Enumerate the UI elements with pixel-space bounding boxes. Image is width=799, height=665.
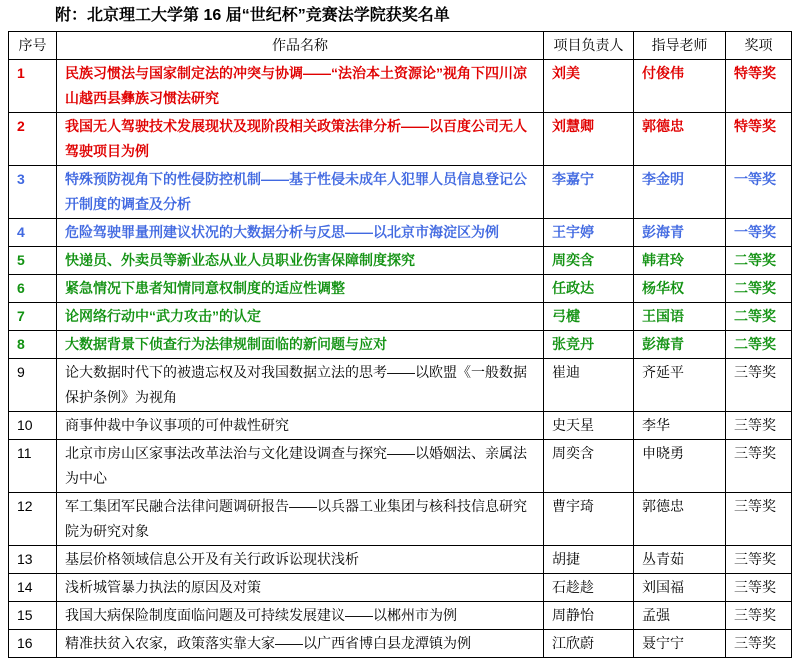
cell-advisor: 齐延平 bbox=[634, 359, 726, 412]
table-row bbox=[9, 546, 792, 574]
table-row bbox=[9, 219, 792, 247]
table-row bbox=[9, 440, 792, 493]
cell-leader: 刘美 bbox=[544, 60, 634, 113]
cell-leader: 任政达 bbox=[544, 275, 634, 303]
cell-advisor: 申晓勇 bbox=[634, 440, 726, 493]
cell-title: 军工集团军民融合法律问题调研报告——以兵器工业集团与核科技信息研究院为研究对象 bbox=[57, 493, 544, 546]
cell-award: 一等奖 bbox=[726, 219, 792, 247]
cell-leader: 周静怡 bbox=[544, 602, 634, 630]
cell-advisor: 王国语 bbox=[634, 303, 726, 331]
table-row bbox=[9, 331, 792, 359]
cell-award: 三等奖 bbox=[726, 630, 792, 658]
cell-no: 14 bbox=[9, 574, 57, 602]
header-title: 作品名称 bbox=[57, 32, 544, 60]
table-row bbox=[9, 412, 792, 440]
cell-no: 9 bbox=[9, 359, 57, 412]
cell-leader: 石趁趁 bbox=[544, 574, 634, 602]
cell-award: 三等奖 bbox=[726, 493, 792, 546]
table-row bbox=[9, 60, 792, 113]
table-row bbox=[9, 166, 792, 219]
cell-title: 基层价格领域信息公开及有关行政诉讼现状浅析 bbox=[57, 546, 544, 574]
cell-title: 紧急情况下患者知情同意权制度的适应性调整 bbox=[57, 275, 544, 303]
cell-leader: 史天星 bbox=[544, 412, 634, 440]
cell-no: 15 bbox=[9, 602, 57, 630]
cell-leader: 江欣蔚 bbox=[544, 630, 634, 658]
cell-award: 一等奖 bbox=[726, 166, 792, 219]
cell-leader: 周奕含 bbox=[544, 440, 634, 493]
cell-award: 三等奖 bbox=[726, 440, 792, 493]
cell-award: 三等奖 bbox=[726, 412, 792, 440]
table-row bbox=[9, 113, 792, 166]
cell-no: 1 bbox=[9, 60, 57, 113]
cell-title: 论网络行动中“武力攻击”的认定 bbox=[57, 303, 544, 331]
cell-leader: 胡捷 bbox=[544, 546, 634, 574]
cell-title: 论大数据时代下的被遗忘权及对我国数据立法的思考——以欧盟《一般数据保护条例》为视角 bbox=[57, 359, 544, 412]
cell-advisor: 郭德忠 bbox=[634, 113, 726, 166]
awards-table bbox=[8, 31, 792, 658]
page-title: 附：北京理工大学第 16 届“世纪杯”竞赛法学院获奖名单 bbox=[55, 7, 450, 24]
cell-title: 快递员、外卖员等新业态从业人员职业伤害保障制度探究 bbox=[57, 247, 544, 275]
cell-advisor: 李金明 bbox=[634, 166, 726, 219]
table-row bbox=[9, 602, 792, 630]
cell-title: 北京市房山区家事法改革法治与文化建设调查与探究——以婚姻法、亲属法为中心 bbox=[57, 440, 544, 493]
table-row bbox=[9, 630, 792, 658]
cell-advisor: 彭海青 bbox=[634, 331, 726, 359]
cell-advisor: 孟强 bbox=[634, 602, 726, 630]
table-row bbox=[9, 359, 792, 412]
cell-advisor: 李华 bbox=[634, 412, 726, 440]
cell-no: 13 bbox=[9, 546, 57, 574]
cell-award: 三等奖 bbox=[726, 546, 792, 574]
cell-advisor: 刘国福 bbox=[634, 574, 726, 602]
cell-no: 6 bbox=[9, 275, 57, 303]
cell-award: 二等奖 bbox=[726, 247, 792, 275]
cell-leader: 王宇婷 bbox=[544, 219, 634, 247]
cell-award: 三等奖 bbox=[726, 574, 792, 602]
cell-award: 二等奖 bbox=[726, 303, 792, 331]
cell-award: 三等奖 bbox=[726, 602, 792, 630]
cell-advisor: 韩君玲 bbox=[634, 247, 726, 275]
cell-title: 精准扶贫入农家，政策落实靠大家——以广西省博白县龙潭镇为例 bbox=[57, 630, 544, 658]
cell-title: 我国大病保险制度面临问题及可持续发展建议——以郴州市为例 bbox=[57, 602, 544, 630]
cell-advisor: 杨华权 bbox=[634, 275, 726, 303]
cell-no: 5 bbox=[9, 247, 57, 275]
cell-award: 特等奖 bbox=[726, 60, 792, 113]
cell-award: 二等奖 bbox=[726, 331, 792, 359]
cell-no: 7 bbox=[9, 303, 57, 331]
cell-advisor: 聂宁宁 bbox=[634, 630, 726, 658]
header-no: 序号 bbox=[9, 32, 57, 60]
cell-no: 12 bbox=[9, 493, 57, 546]
table-row bbox=[9, 247, 792, 275]
table-row bbox=[9, 303, 792, 331]
cell-title: 大数据背景下侦查行为法律规制面临的新问题与应对 bbox=[57, 331, 544, 359]
cell-title: 商事仲裁中争议事项的可仲裁性研究 bbox=[57, 412, 544, 440]
cell-award: 三等奖 bbox=[726, 359, 792, 412]
cell-title: 民族习惯法与国家制定法的冲突与协调——“法治本土资源论”视角下四川凉山越西县彝族习惯法研究 bbox=[57, 60, 544, 113]
cell-no: 3 bbox=[9, 166, 57, 219]
cell-award: 特等奖 bbox=[726, 113, 792, 166]
cell-title: 特殊预防视角下的性侵防控机制——基于性侵未成年人犯罪人员信息登记公开制度的调查及分析 bbox=[57, 166, 544, 219]
cell-no: 8 bbox=[9, 331, 57, 359]
cell-no: 16 bbox=[9, 630, 57, 658]
header-leader: 项目负责人 bbox=[544, 32, 634, 60]
cell-no: 10 bbox=[9, 412, 57, 440]
cell-no: 4 bbox=[9, 219, 57, 247]
header-row bbox=[9, 32, 792, 60]
cell-leader: 刘慧卿 bbox=[544, 113, 634, 166]
cell-leader: 曹宇琦 bbox=[544, 493, 634, 546]
cell-advisor: 付俊伟 bbox=[634, 60, 726, 113]
cell-no: 2 bbox=[9, 113, 57, 166]
cell-title: 我国无人驾驶技术发展现状及现阶段相关政策法律分析——以百度公司无人驾驶项目为例 bbox=[57, 113, 544, 166]
cell-title: 危险驾驶罪量刑建议状况的大数据分析与反思——以北京市海淀区为例 bbox=[57, 219, 544, 247]
cell-leader: 崔迪 bbox=[544, 359, 634, 412]
cell-title: 浅析城管暴力执法的原因及对策 bbox=[57, 574, 544, 602]
table-row bbox=[9, 275, 792, 303]
table-row bbox=[9, 574, 792, 602]
cell-advisor: 彭海青 bbox=[634, 219, 726, 247]
cell-award: 二等奖 bbox=[726, 275, 792, 303]
cell-leader: 张竞丹 bbox=[544, 331, 634, 359]
cell-advisor: 丛青茹 bbox=[634, 546, 726, 574]
header-advisor: 指导老师 bbox=[634, 32, 726, 60]
cell-no: 11 bbox=[9, 440, 57, 493]
cell-leader: 弓楗 bbox=[544, 303, 634, 331]
header-award: 奖项 bbox=[726, 32, 792, 60]
table-row bbox=[9, 493, 792, 546]
cell-advisor: 郭德忠 bbox=[634, 493, 726, 546]
cell-leader: 李嘉宁 bbox=[544, 166, 634, 219]
cell-leader: 周奕含 bbox=[544, 247, 634, 275]
